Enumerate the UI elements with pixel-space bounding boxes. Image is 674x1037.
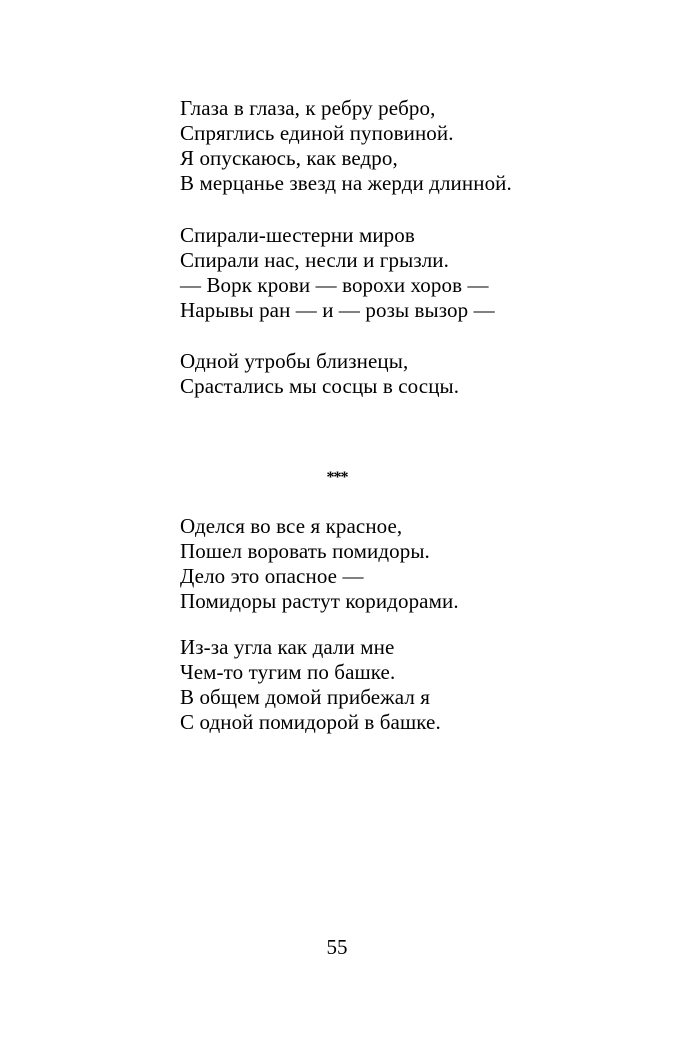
verse-line: В общем домой прибежал я xyxy=(180,685,431,709)
poem-1-stanza-1 xyxy=(180,96,512,196)
verse-line: Я опускаюсь, как ведро, xyxy=(180,146,398,170)
verse-line: Спирали-шестерни миров xyxy=(180,223,415,247)
poem-2-stanza-1 xyxy=(180,514,459,614)
poem-1-stanza-3 xyxy=(180,349,459,399)
section-separator: *** xyxy=(326,469,348,486)
page-number: 55 xyxy=(326,935,348,959)
verse-line: Из-за угла как дали мне xyxy=(180,635,395,659)
verse-line: Нарывы ран — и — розы вызор — xyxy=(180,298,495,322)
verse-line: Глаза в глаза, к ребру ребро, xyxy=(180,96,436,120)
verse-line: Чем-то тугим по башке. xyxy=(180,660,396,684)
verse-line: Спирали нас, несли и грызли. xyxy=(180,248,449,272)
verse-line: Пошел воровать помидоры. xyxy=(180,539,430,563)
verse-line: В мерцанье звезд на жерди длинной. xyxy=(180,171,512,195)
verse-line: Срастались мы сосцы в сосцы. xyxy=(180,374,460,398)
verse-line: Спряглись единой пуповиной. xyxy=(180,121,454,145)
verse-line: Помидоры растут коридорами. xyxy=(180,589,459,613)
verse-line: Оделся во все я красное, xyxy=(180,514,403,538)
poem-2-stanza-2 xyxy=(180,635,441,735)
verse-line: — Ворк крови — ворохи хоров — xyxy=(180,273,489,297)
verse-line: Дело это опасное — xyxy=(180,564,364,588)
verse-line: С одной помидорой в башке. xyxy=(180,710,441,734)
verse-line: Одной утробы близнецы, xyxy=(180,349,409,373)
poem-1-stanza-2 xyxy=(180,223,495,323)
